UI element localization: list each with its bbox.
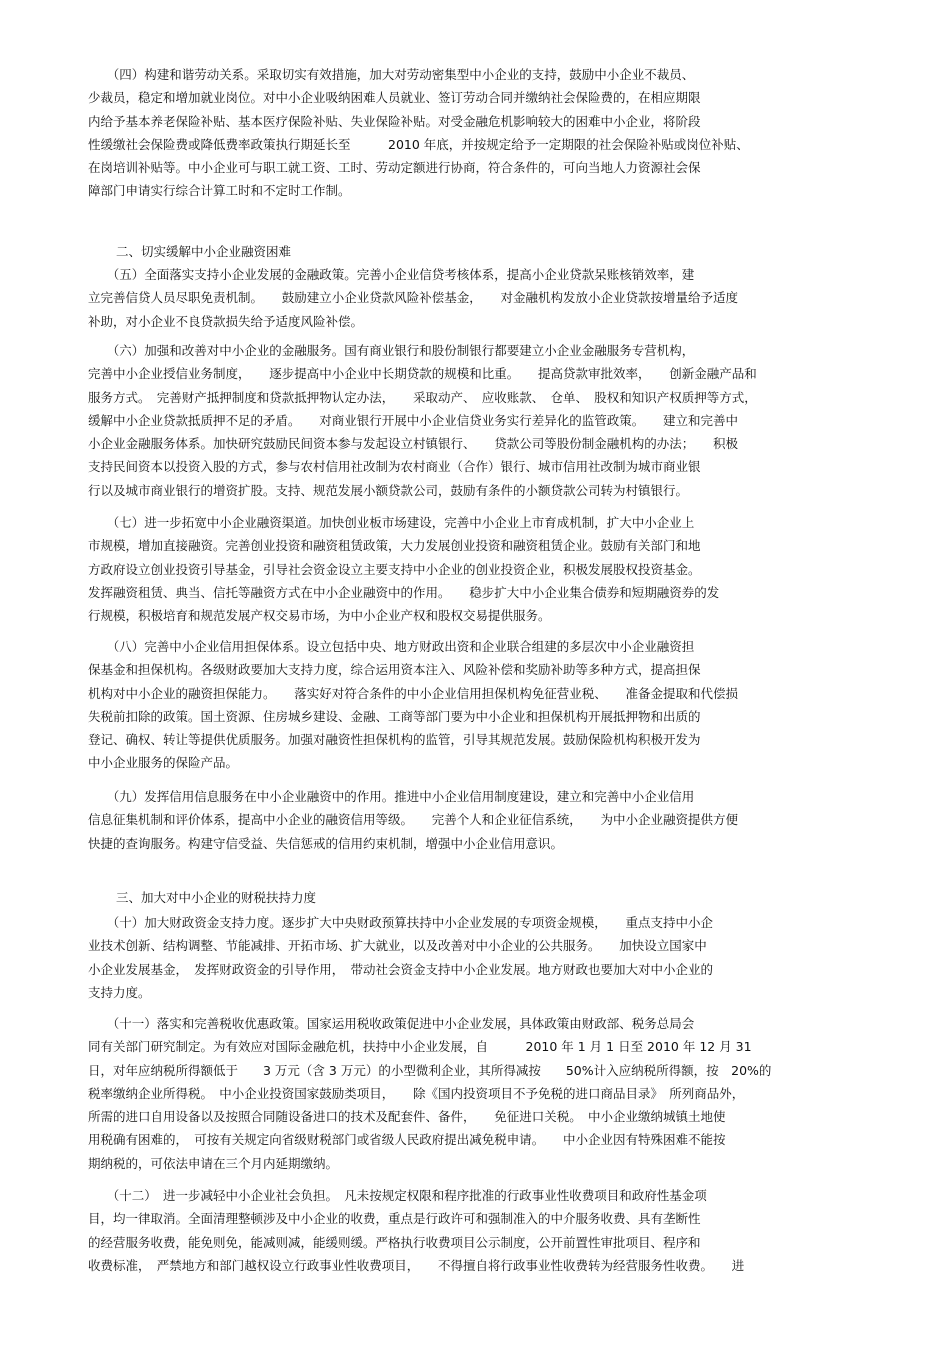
section-heading-financing: 二、切实缓解中小企业融资困难	[116, 244, 292, 259]
text-line: （七）进一步拓宽中小企业融资渠道。加快创业板市场建设，完善中小企业上市育成机制，扩大中小企业上	[88, 515, 695, 530]
text-line: 在岗培训补贴等。中小企业可与职工就工资、工时、劳动定额进行协商，符合条件的，可向当地人力资源社会保	[88, 160, 701, 176]
text-line: 保基金和担保机构。各级财政要加大支持力度，综合运用资本注入、风险补偿和奖励补助等多种方式，提高担保	[88, 662, 701, 678]
text-line: （十二） 进一步减轻中小企业社会负担。 凡未按规定权限和程序批准的行政事业性收费项目和政府性基金项	[88, 1188, 707, 1203]
text-line: （十）加大财政资金支持力度。逐步扩大中央财政预算扶持中小企业发展的专项资金规模， 重点支持中小企	[88, 915, 714, 930]
paragraph-financial-policy	[88, 263, 862, 333]
paragraph-fiscal-funds	[88, 911, 862, 1004]
text-line: 用税确有困难的， 可按有关规定向省级财税部门或省级人民政府提出减免税申请。 中小企业因有特殊困难不能按	[88, 1132, 726, 1148]
text-line: （九）发挥信用信息服务在中小企业融资中的作用。推进中小企业信用制度建设，建立和完善中小企业信用	[88, 789, 695, 804]
text-line: 日，对年应纳税所得额低于 3 万元（含 3 万元）的小型微利企业，其所得减按 50%计入应纳税所得额，按 20%的	[88, 1062, 772, 1078]
text-line: 同有关部门研究制定。为有效应对国际金融危机，扶持中小企业发展，自 2010 年 1 月 1 日至 2010 年 12 月 31	[88, 1039, 752, 1055]
text-line: 登记、确权、转让等提供优质服务。加强对融资性担保机构的监管，引导其规范发展。鼓励保险机构积极开发为	[88, 732, 701, 748]
paragraph-credit-information	[88, 785, 862, 855]
text-line: 市规模，增加直接融资。完善创业投资和融资租赁政策，大力发展创业投资和融资租赁企业。鼓励有关部门和地	[88, 538, 701, 554]
text-line: 性缓缴社会保险费或降低费率政策执行期延长至 2010 年底，并按规定给予一定期限的社会保险补贴或岗位补贴、	[88, 136, 749, 152]
text-line: 立完善信贷人员尽职免责机制。 鼓励建立小企业贷款风险补偿基金， 对金融机构发放小企业贷款按增量给予适度	[88, 290, 739, 306]
text-line: （六）加强和改善对中小企业的金融服务。国有商业银行和股份制银行都要建立小企业金融服务专营机构，	[88, 343, 695, 358]
section-heading-fiscal: 三、加大对中小企业的财税扶持力度	[116, 890, 317, 905]
paragraph-tax-policy	[88, 1012, 862, 1175]
text-line: （八）完善中小企业信用担保体系。设立包括中央、地方财政出资和企业联合组建的多层次中小企业融资担	[88, 639, 695, 654]
text-line: 中小企业服务的保险产品。	[88, 755, 239, 771]
text-line: 支持力度。	[88, 984, 151, 1000]
text-line: （四）构建和谐劳动关系。采取切实有效措施，加大对劳动密集型中小企业的支持，鼓励中小企业不裁员、	[88, 67, 695, 82]
text-line: 快捷的查询服务。构建守信受益、失信惩戒的信用约束机制，增强中小企业信用意识。	[88, 835, 564, 851]
text-line: 完善中小企业授信业务制度， 逐步提高中小企业中长期贷款的规模和比重。 提高贷款审批效率， 创新金融产品和	[88, 366, 757, 382]
text-line: 所需的进口自用设备以及按照合同随设备进口的技术及配套件、备件， 免征进口关税。 中小企业缴纳城镇土地使	[88, 1109, 726, 1125]
text-line: 少裁员，稳定和增加就业岗位。对中小企业吸纳困难人员就业、签订劳动合同并缴纳社会保险费的，在相应期限	[88, 90, 701, 106]
text-line: 期纳税的，可依法申请在三个月内延期缴纳。	[88, 1155, 339, 1171]
text-line: 目，均一律取消。全面清理整顿涉及中小企业的收费，重点是行政许可和强制准入的中介服务收费、具有垄断性	[88, 1211, 701, 1227]
text-line: 失税前扣除的政策。国土资源、住房城乡建设、金融、工商等部门要为中小企业和担保机构开展抵押物和出质的	[88, 708, 701, 724]
text-line: 行规模，积极培育和规范发展产权交易市场，为中小企业产权和股权交易提供服务。	[88, 608, 551, 624]
text-line: 小企业金融服务体系。加快研究鼓励民间资本参与发起设立村镇银行、 贷款公司等股份制金融机构的办法； 积极	[88, 436, 739, 452]
text-line: 方政府设立创业投资引导基金，引导社会资金设立主要支持中小企业的创业投资企业，积极发展股权投资基金。	[88, 561, 701, 577]
text-line: 障部门申请实行综合计算工时和不定时工作制。	[88, 183, 351, 199]
text-line: 小企业发展基金， 发挥财政资金的引导作用， 带动社会资金支持中小企业发展。地方财政也要加大对中小企业的	[88, 961, 714, 977]
text-line: 缓解中小企业贷款抵质押不足的矛盾。 对商业银行开展中小企业信贷业务实行差异化的监管政策。 建立和完善中	[88, 412, 739, 428]
paragraph-financing-channels	[88, 511, 862, 627]
text-line: 信息征集机制和评价体系，提高中小企业的融资信用等级。 完善个人和企业征信系统， 为中小企业融资提供方便	[88, 812, 739, 828]
text-line: 税率缴纳企业所得税。 中小企业投资国家鼓励类项目， 除《国内投资项目不予免税的进口商品目录》 所列商品外，	[88, 1085, 745, 1101]
paragraph-labor-relations	[88, 63, 862, 203]
text-line: 服务方式。 完善财产抵押制度和贷款抵押物认定办法， 采取动产、 应收账款、 仓单、 股权和知识产权质押等方式，	[88, 389, 757, 405]
text-line: 行以及城市商业银行的增资扩股。支持、规范发展小额贷款公司，鼓励有条件的小额贷款公司转为村镇银行。	[88, 482, 689, 498]
paragraph-social-burden	[88, 1184, 862, 1277]
text-line: 机构对中小企业的融资担保能力。 落实好对符合条件的中小企业信用担保机构免征营业税、 准备金提取和代偿损	[88, 685, 739, 701]
text-line: （五）全面落实支持小企业发展的金融政策。完善小企业信贷考核体系，提高小企业贷款呆账核销效率，建	[88, 267, 695, 282]
text-line: 补助，对小企业不良贷款损失给予适度风险补偿。	[88, 313, 364, 329]
paragraph-financial-services	[88, 339, 862, 502]
paragraph-credit-guarantee	[88, 635, 862, 775]
text-line: 内给予基本养老保险补贴、基本医疗保险补贴、失业保险补贴。对受金融危机影响较大的困难中小企业，将阶段	[88, 113, 701, 129]
text-line: 发挥融资租赁、典当、信托等融资方式在中小企业融资中的作用。 稳步扩大中小企业集合债券和短期融资券的发	[88, 584, 720, 600]
text-line: 收费标准， 严禁地方和部门越权设立行政事业性收费项目， 不得擅自将行政事业性收费转为经营服务性收费。 进	[88, 1257, 745, 1273]
text-line: 支持民间资本以投资入股的方式，参与农村信用社改制为农村商业（合作）银行、城市信用社改制为城市商业银	[88, 459, 701, 475]
text-line: （十一）落实和完善税收优惠政策。国家运用税收政策促进中小企业发展，具体政策由财政部、税务总局会	[88, 1016, 695, 1031]
text-line: 的经营服务收费，能免则免，能减则减，能缓则缓。严格执行收费项目公示制度，公开前置性审批项目、程序和	[88, 1234, 701, 1250]
text-line: 业技术创新、结构调整、节能减排、开拓市场、扩大就业，以及改善对中小企业的公共服务。 加快设立国家中	[88, 938, 707, 954]
